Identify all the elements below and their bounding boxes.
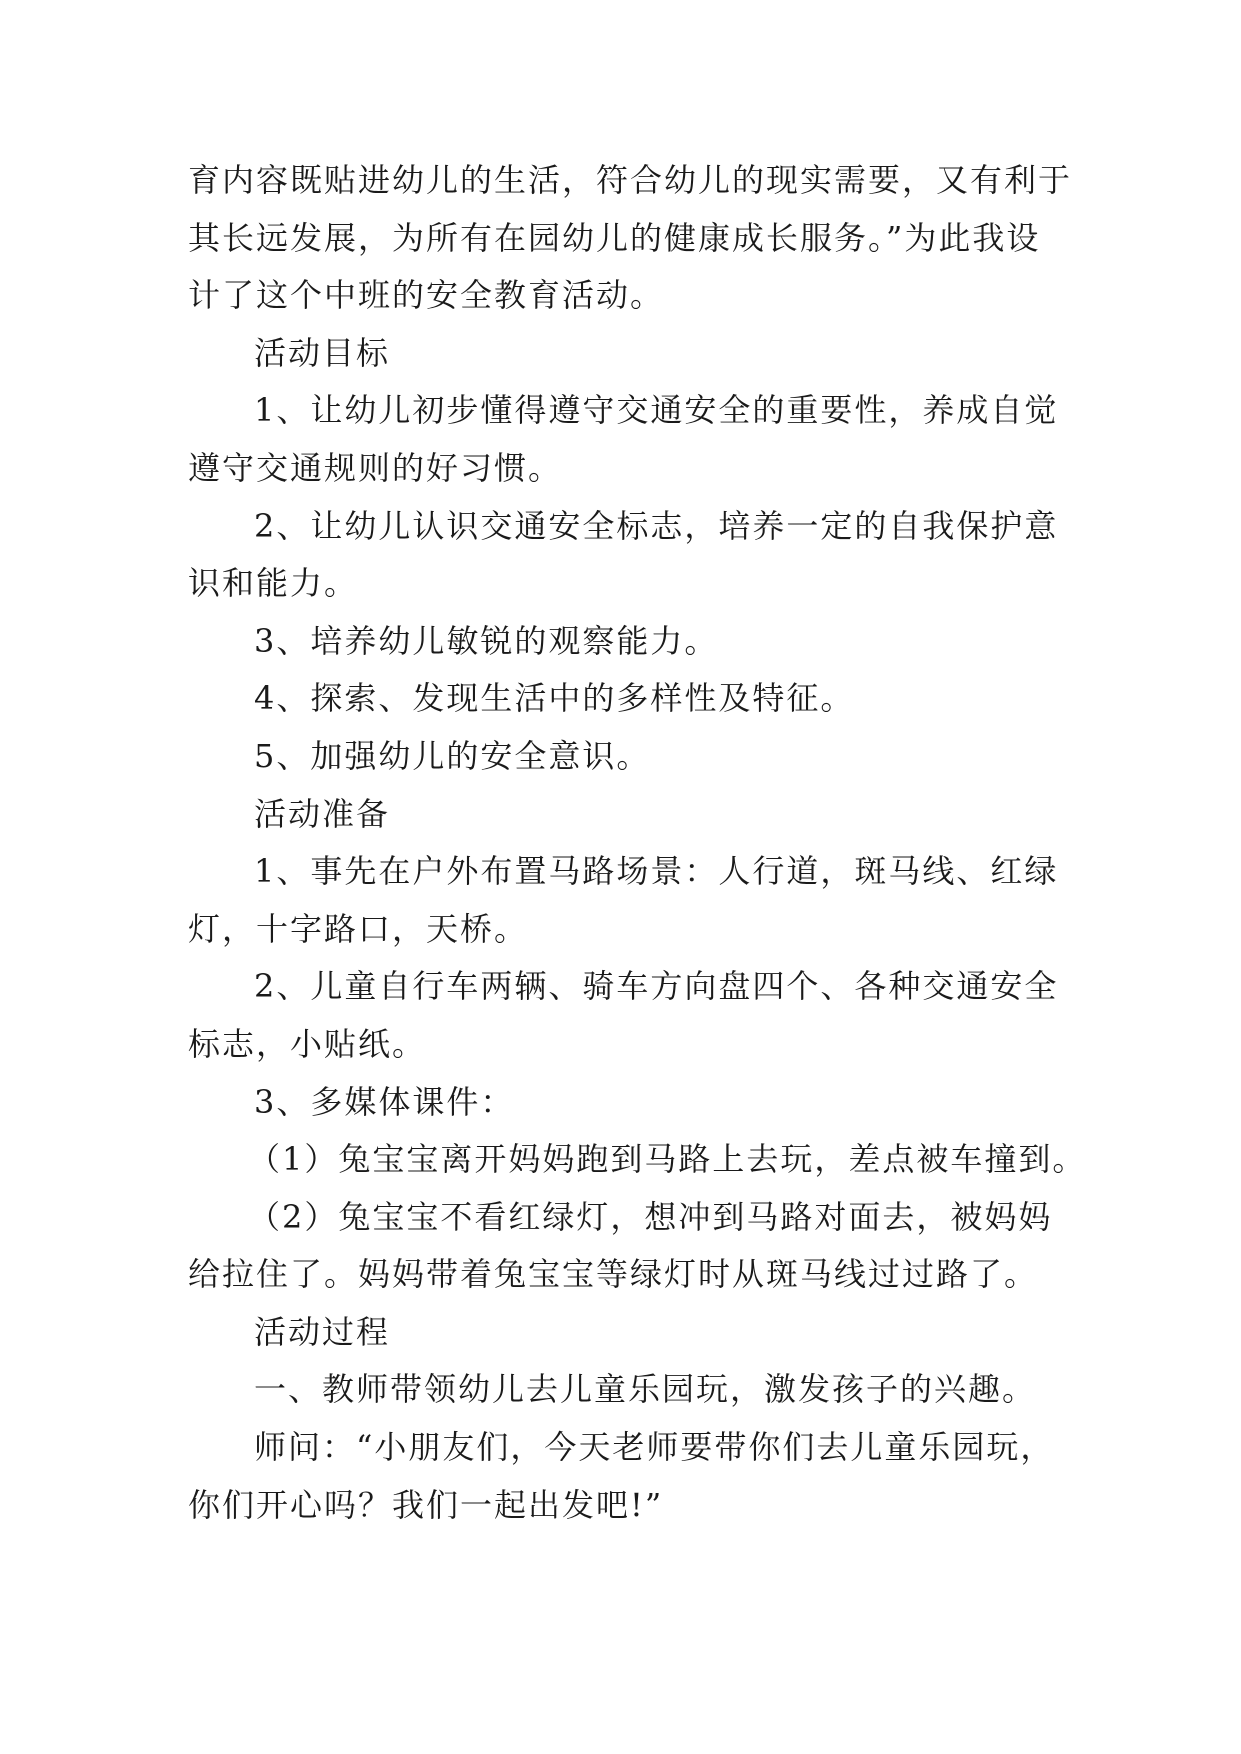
section-heading: 活动目标 bbox=[254, 333, 391, 372]
text-line: 识和能力。 bbox=[188, 564, 359, 603]
text-line: 标志，小贴纸。 bbox=[188, 1024, 427, 1063]
text-line: 2、儿童自行车两辆、骑车方向盘四个、各种交通安全 bbox=[254, 967, 1059, 1006]
text-line: 育内容既贴进幼儿的生活，符合幼儿的现实需要，又有利于 bbox=[188, 161, 1073, 199]
text-line: （1）兔宝宝离开妈妈跑到马路上去玩，差点被车撞到。 bbox=[248, 1140, 1087, 1179]
text-line: 5、加强幼儿的安全意识。 bbox=[254, 736, 651, 775]
text-line: 计了这个中班的安全教育活动。 bbox=[188, 276, 665, 315]
section-heading: 活动过程 bbox=[254, 1312, 391, 1351]
section-heading: 活动准备 bbox=[254, 794, 391, 833]
text-line: 遵守交通规则的好习惯。 bbox=[188, 448, 563, 487]
document-body bbox=[188, 152, 1087, 1534]
text-line: 你们开心吗？我们一起出发吧!” bbox=[188, 1485, 664, 1524]
text-line: 灯，十字路口，天桥。 bbox=[188, 909, 529, 948]
text-line: 2、让幼儿认识交通安全标志，培养一定的自我保护意 bbox=[254, 506, 1059, 545]
text-line: （2）兔宝宝不看红绿灯，想冲到马路对面去，被妈妈 bbox=[248, 1197, 1053, 1236]
text-line: 给拉住了。妈妈带着兔宝宝等绿灯时从斑马线过过路了。 bbox=[188, 1255, 1039, 1294]
text-line: 一、教师带领幼儿去儿童乐园玩，激发孩子的兴趣。 bbox=[254, 1370, 1037, 1409]
text-line: 3、多媒体课件： bbox=[254, 1082, 515, 1121]
text-line: 4、探索、发现生活中的多样性及特征。 bbox=[254, 679, 855, 718]
text-line: 1、事先在户外布置马路场景：人行道，斑马线、红绿 bbox=[254, 852, 1059, 891]
text-line: 师问：“小朋友们，今天老师要带你们去儿童乐园玩， bbox=[254, 1428, 1055, 1467]
text-line: 其长远发展，为所有在园幼儿的健康成长服务。”为此我设 bbox=[188, 218, 1041, 257]
text-line: 1、让幼儿初步懂得遵守交通安全的重要性，养成自觉 bbox=[254, 391, 1059, 430]
text-line: 3、培养幼儿敏锐的观察能力。 bbox=[254, 621, 719, 660]
